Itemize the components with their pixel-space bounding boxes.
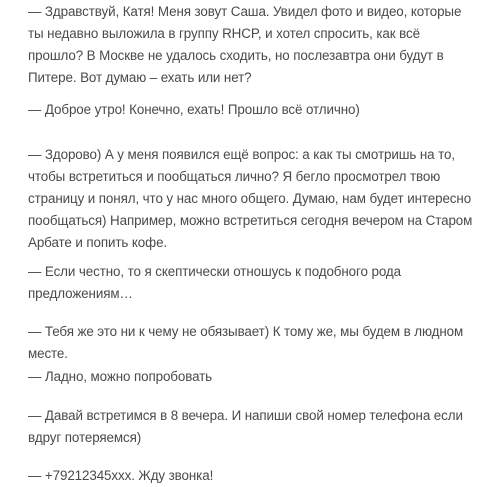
dialogue-line-6: — Ладно, можно попробовать — [28, 369, 213, 384]
dialogue-line-7: — Давай встретимся в 8 вечера. И напиши свой номер телефона если вдруг потеряемся) — [28, 408, 463, 445]
dialogue-line-8: — +79212345ххх. Жду звонка! — [28, 468, 214, 483]
dialogue-line-2: — Доброе утро! Конечно, ехать! Прошло всё отлично) — [28, 102, 360, 117]
dialogue-line-4: — Если честно, то я скептически отношусь к подобного рода предложениям… — [28, 264, 401, 301]
dialogue-line-1: — Здравствуй, Катя! Меня зовут Саша. Увидел фото и видео, которые ты недавно выложила в группу RHCP, и хотел спросить, как всё прошло? В Москве не удалось сходить, но послезавтра они будут в Питере. Вот думаю – ехать или нет? — [28, 4, 462, 85]
dialogue-line-5: — Тебя же это ни к чему не обязывает) К тому же, мы будем в людном месте. — [28, 324, 464, 361]
dialogue-line-3: — Здорово) А у меня появился ещё вопрос: а как ты смотришь на то, чтобы встретиться и пообщаться лично? Я бегло просмотрел твою страницу и понял, что у нас много общего. Думаю, нам будет интересно пообщаться) Например, можно встретиться сегодня вечером на Старом Арбате и попить кофе. — [28, 147, 473, 250]
